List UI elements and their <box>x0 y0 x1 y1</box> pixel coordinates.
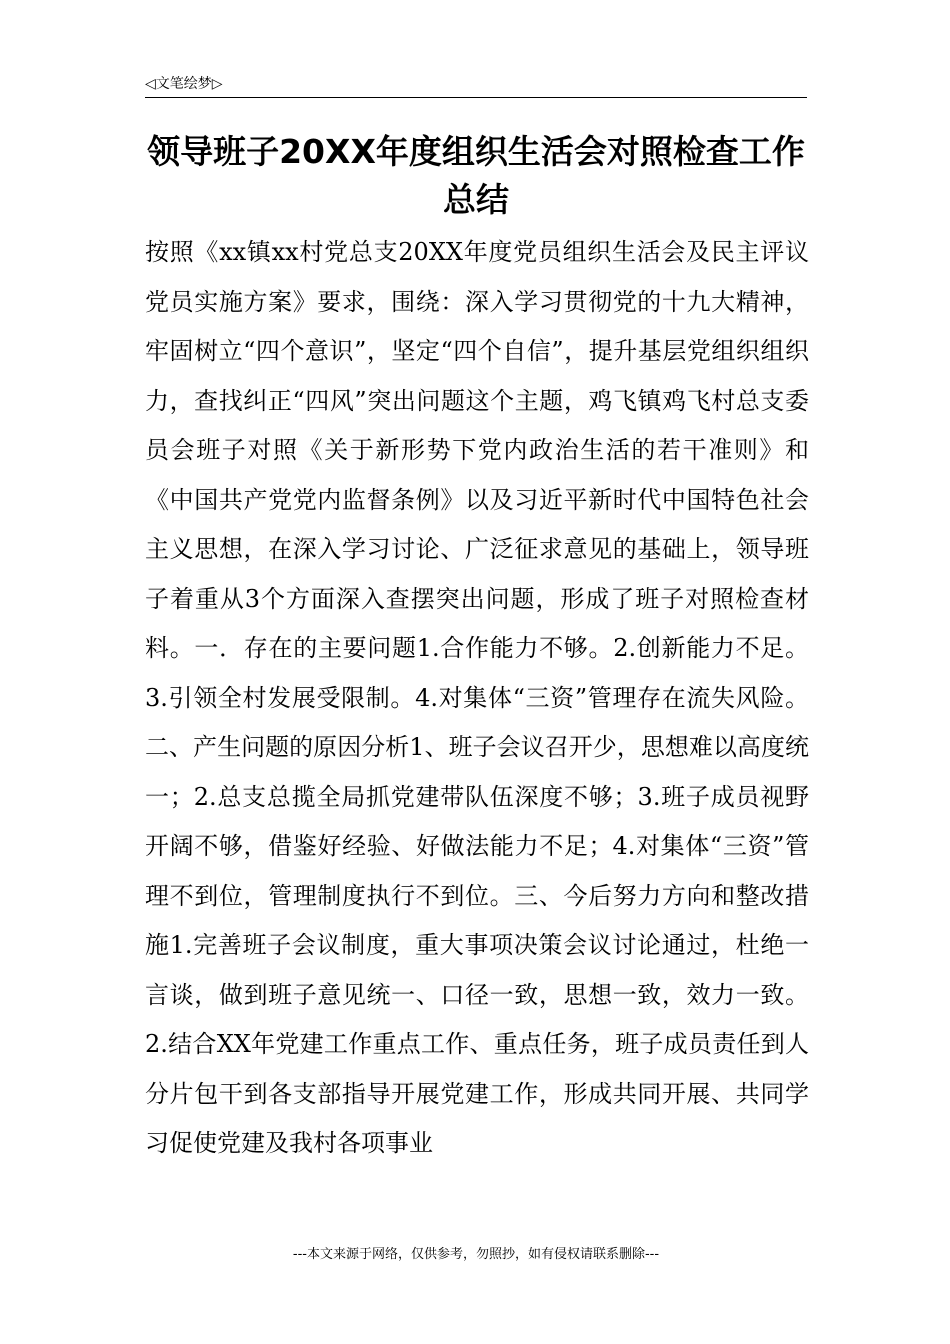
document-body: 按照《xx镇xx村党总支20XX年度党员组织生活会及民主评议党员实施方案》要求，围绕：深入学习贯彻党的十九大精神，牢固树立“四个意识”，坚定“四个自信”，提升基层党组织组织力，查找纠正“四风”突出问题这个主题，鸡飞镇鸡飞村总支委员会班子对照《关于新形势下党内政治生活的若干准则》和《中国共产党党内监督条例》以及习近平新时代中国特色社会主义思想，在深入学习讨论、广泛征求意见的基础上，领导班子着重从3个方面深入查摆突出问题，形成了班子对照检查材料。一．存在的主要问题1.合作能力不够。2.创新能力不足。3.引领全村发展受限制。4.对集体“三资”管理存在流失风险。二、产生问题的原因分析1、班子会议召开少，思想难以高度统一；2.总支总揽全局抓党建带队伍深度不够；3.班子成员视野开阔不够，借鉴好经验、好做法能力不足；4.对集体“三资”管理不到位，管理制度执行不到位。三、今后努力方向和整改措施1.完善班子会议制度，重大事项决策会议讨论通过，杜绝一言谈，做到班子意见统一、口径一致，思想一致，效力一致。2.结合XX年党建工作重点工作、重点任务，班子成员责任到人分片包干到各支部指导开展党建工作，形成共同开展、共同学习促使党建及我村各项事业 <box>145 238 809 1157</box>
document-title: 领导班子20XX年度组织生活会对照检查工作总结 <box>147 132 805 219</box>
header-label: ◁文笔绘梦▷ <box>145 76 223 92</box>
footer-notice: ---本文来源于网络，仅供参考，勿照抄，如有侵权请联系删除--- <box>292 1247 660 1262</box>
header-divider <box>145 97 807 98</box>
